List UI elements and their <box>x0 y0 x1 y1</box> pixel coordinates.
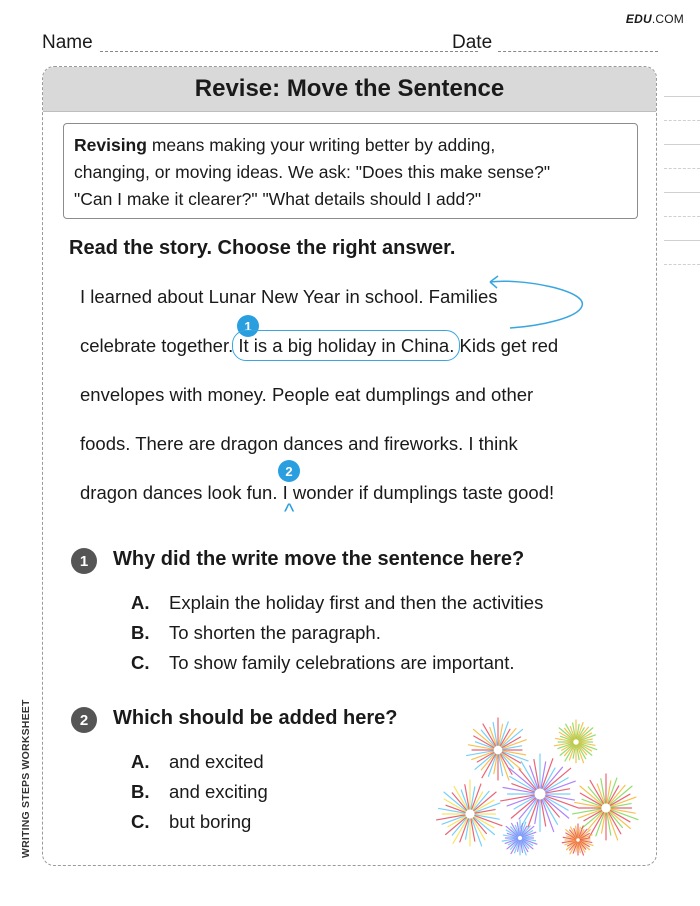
instruction: Read the story. Choose the right answer. <box>69 237 456 259</box>
question-1-number: 1 <box>71 548 97 574</box>
definition-line-1-text: means making your writing better by adding, <box>146 135 496 155</box>
question-2-number: 2 <box>71 707 97 733</box>
date-label: Date <box>452 32 493 53</box>
name-label: Name <box>42 32 93 53</box>
question-1-option-c[interactable] <box>131 652 514 674</box>
marker-2-badge: 2 <box>278 460 300 482</box>
story-line-5-start: dragon dances look fun <box>80 482 273 503</box>
option-text: and excited <box>169 751 264 772</box>
moved-sentence <box>238 335 454 356</box>
moved-sentence-outline <box>232 330 460 361</box>
story-line-2-start: celebrate together. <box>80 335 234 356</box>
question-2-option-b[interactable] <box>131 781 268 803</box>
brand-logo-bold: EDU <box>625 12 652 26</box>
story-line-5 <box>80 482 554 504</box>
brand-logo <box>626 12 684 26</box>
option-letter: C. <box>131 652 150 673</box>
story-line-4: foods. There are dragon dances and fireworks. I think <box>80 433 518 454</box>
option-text: but boring <box>169 811 252 832</box>
option-letter: B. <box>131 781 150 802</box>
question-1-option-a[interactable] <box>131 592 543 614</box>
question-1-option-b[interactable] <box>131 622 381 644</box>
option-text: To shorten the paragraph. <box>169 622 381 643</box>
option-letter: A. <box>131 751 150 772</box>
definition-line-3: "Can I make it clearer?" "What details should I add?" <box>74 189 482 209</box>
marker-1-badge: 1 <box>237 315 259 337</box>
definition-line-2: changing, or moving ideas. We ask: "Does this make sense?" <box>74 162 551 182</box>
question-2-option-c[interactable] <box>131 811 251 833</box>
option-letter: A. <box>131 592 150 613</box>
question-2-text: Which should be added here? <box>113 707 398 729</box>
option-text: and exciting <box>169 781 268 802</box>
definition-box <box>63 123 638 219</box>
insert-caret-icon: ^ <box>284 499 295 524</box>
story-line-2-end: Kids get red <box>459 335 559 356</box>
option-text: To show family celebrations are important. <box>169 652 515 673</box>
story-line-3: envelopes with money. People eat dumplings and other <box>80 384 534 405</box>
question-2-option-a[interactable] <box>131 751 264 773</box>
move-arrow-icon <box>450 276 610 336</box>
option-text: Explain the holiday first and then the activities <box>169 592 544 613</box>
story-line-1: I learned about Lunar New Year in school. Families <box>80 286 498 307</box>
option-letter: B. <box>131 622 150 643</box>
option-letter: C. <box>131 811 150 832</box>
name-date-row <box>42 30 658 54</box>
definition-line-1 <box>74 132 627 159</box>
brand-logo-suffix: .COM <box>651 12 684 26</box>
story-line-2 <box>80 335 558 357</box>
definition-term: Revising <box>74 135 147 155</box>
story-line-5-end: . I wonder if dumplings taste good! <box>272 482 555 503</box>
name-field[interactable] <box>100 51 478 52</box>
title-bar <box>43 67 656 112</box>
question-1-text: Why did the write move the sentence here? <box>113 548 525 570</box>
side-label: WRITING STEPS WORKSHEET <box>20 699 32 858</box>
fireworks-illustration <box>428 712 648 856</box>
page-title: Revise: Move the Sentence <box>194 75 505 102</box>
moved-sentence-text: It is a big holiday in China. <box>238 335 455 356</box>
margin-lines <box>664 96 700 288</box>
date-field[interactable] <box>498 51 658 52</box>
